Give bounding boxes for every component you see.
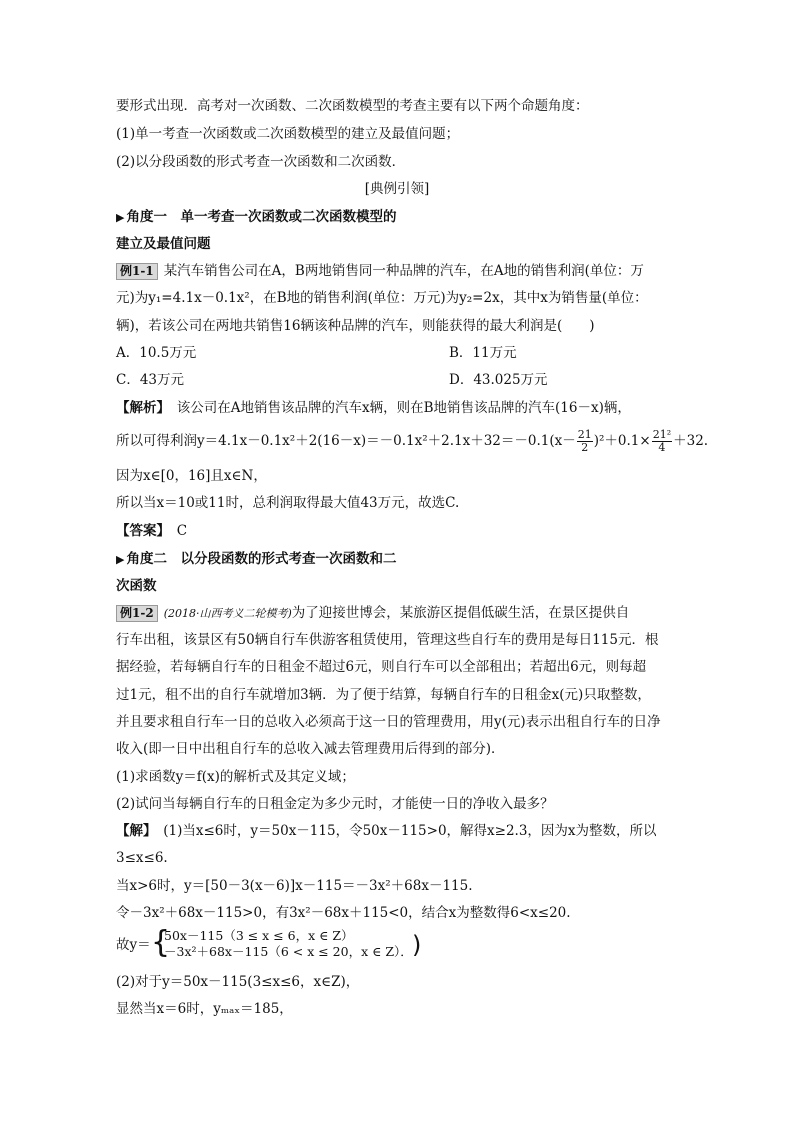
- analysis-text-2b: )²＋0.1×: [593, 433, 651, 449]
- fraction-numerator: 21: [577, 428, 592, 441]
- angle1-title-cont: 建立及最值问题: [116, 236, 211, 252]
- angle1-title-text: 角度一 单一考查一次函数或二次函数模型的: [126, 209, 397, 225]
- fraction-denominator: 2: [581, 441, 589, 454]
- example2-line2: 行车出租，该景区有50辆自行车供游客租赁使用，管理这些自行车的费用是每日115元．根: [116, 632, 659, 648]
- solution-line3: 当x>6时，y＝[50－3(x－6)]x－115＝－3x²＋68x－115.: [116, 878, 473, 894]
- example1-line3: 辆)，若该公司在两地共销售16辆该种品牌的汽车，则能获得的最大利润是( ): [116, 318, 595, 334]
- solution-line2: 3≤x≤6.: [116, 850, 168, 866]
- intro-line: 要形式出现．高考对一次函数、二次函数模型的考查主要有以下两个命题角度：: [116, 98, 589, 114]
- fraction-numerator: 21²: [652, 428, 672, 441]
- analysis-line4: 所以当x＝10或11时，总利润取得最大值43万元，故选C.: [116, 495, 460, 511]
- example1-line1: [116, 262, 644, 280]
- piecewise-function: [116, 925, 436, 964]
- question-2: (2)试问当每辆自行车的日租金定为多少元时，才能使一日的净收入最多？: [116, 796, 554, 812]
- solution-line1: [116, 822, 657, 840]
- piecewise-prefix: 故y＝: [116, 937, 151, 953]
- triangle-marker-icon: ▶: [116, 211, 125, 224]
- analysis-line2: [116, 428, 708, 454]
- fraction-21-over-2: [577, 429, 593, 454]
- option-row-1: [116, 344, 196, 362]
- option-b: B．11万元: [449, 345, 517, 361]
- example2-line4: 过1元，租不出的自行车就增加3辆．为了便于结算，每辆自行车的日租金x(元)只取整数，: [116, 687, 651, 703]
- example-tag: 例1-1: [116, 263, 158, 280]
- analysis-line1: [116, 399, 631, 417]
- right-paren-icon: ): [412, 931, 422, 959]
- analysis-text-2c: ＋32.: [673, 433, 709, 449]
- intro-point-1: (1)单一考查一次函数或二次函数模型的建立及最值问题；: [116, 126, 460, 142]
- triangle-marker-icon: ▶: [116, 553, 125, 566]
- left-brace-icon: {: [151, 925, 171, 960]
- example-tag: 例1-2: [116, 605, 158, 622]
- answer-line: [116, 522, 187, 540]
- analysis-line3: 因为x∈[0，16]且x∈N，: [116, 468, 267, 484]
- fraction-denominator: 4: [658, 441, 666, 454]
- example2-line3: 据经验，若每辆自行车的日租金不超过6元，则自行车可以全部租出；若超出6元，则每超: [116, 659, 647, 675]
- example2-source: (2018·山西考义二轮模考): [163, 607, 292, 620]
- example1-line2: 元)为y₁=4.1x－0.1x²，在B地的销售利润(单位：万元)为y₂=2x，其中x为销售量(单位：: [116, 290, 648, 306]
- option-d: D．43.025万元: [449, 372, 548, 388]
- intro-point-2: (2)以分段函数的形式考查一次函数和二次函数．: [116, 154, 406, 170]
- solution-text-1: (1)当x≤6时，y＝50x－115，令50x－115>0，解得x≥2.3，因为x为整数，所以: [149, 823, 657, 839]
- piecewise-case-2: －3x²＋68x－115（6 < x ≤ 20，x ∈ Z）．: [164, 944, 413, 959]
- section-title: [典例引领]: [364, 181, 430, 197]
- example2-text-1: 为了迎接世博会，某旅游区提倡低碳生活，在景区提供自: [291, 605, 630, 621]
- solution-line6: (2)对于y＝50x－115(3≤x≤6，x∈Z)，: [116, 974, 360, 990]
- angle2-title-text: 角度二 以分段函数的形式考查一次函数和二: [126, 551, 397, 567]
- analysis-label: 【解析】: [116, 400, 164, 416]
- option-a: A．10.5万元: [116, 345, 197, 361]
- answer-label: 【答案】: [116, 523, 164, 539]
- angle2-title: [116, 550, 396, 569]
- example2-line1: [116, 604, 629, 623]
- solution-line4: 令－3x²＋68x－115>0，有3x²－68x＋115<0，结合x为整数得6<x≤20.: [116, 905, 571, 921]
- answer-value: C: [163, 523, 188, 539]
- example2-line6: 收入(即一日中出租自行车的总收入减去管理费用后得到的部分)．: [116, 741, 505, 757]
- example2-line5: 并且要求租自行车一日的总收入必须高于这一日的管理费用，用y(元)表示出租自行车的日净: [116, 714, 661, 730]
- piecewise-case-1: 50x－115（3 ≤ x ≤ 6，x ∈ Z）: [164, 928, 354, 943]
- fraction-21sq-over-4: [652, 429, 672, 454]
- option-c: C．43万元: [116, 372, 185, 388]
- solution-line7: 显然当x＝6时，yₘₐₓ＝185，: [116, 1001, 293, 1017]
- analysis-text-1: 该公司在A地销售该品牌的汽车x辆，则在B地销售该品牌的汽车(16－x)辆，: [163, 400, 631, 416]
- angle1-title: [116, 208, 396, 227]
- analysis-text-2a: 所以可得利润y＝4.1x－0.1x²＋2(16－x)＝－0.1x²＋2.1x＋32＝－0.1(x－: [116, 433, 576, 449]
- solution-label: 【解】: [116, 823, 150, 839]
- question-1: (1)求函数y＝f(x)的解析式及其定义域；: [116, 769, 355, 785]
- example1-text-1: 某汽车销售公司在A，B两地销售同一种品牌的汽车，在A地的销售利润(单位：万: [163, 263, 644, 279]
- angle2-title-cont: 次函数: [116, 578, 157, 594]
